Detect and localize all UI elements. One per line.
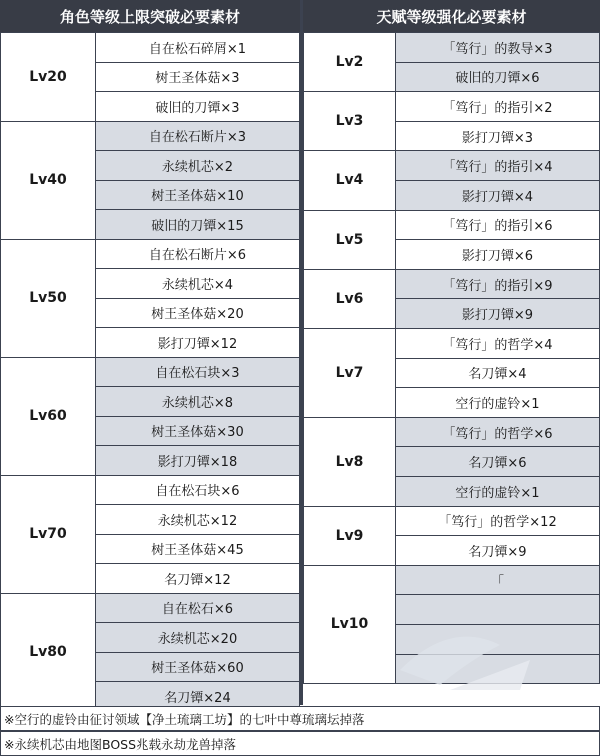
material-cell [395, 594, 600, 625]
material-cell: 影打刀镡×3 [395, 121, 600, 152]
level-label: Lv9 [303, 506, 396, 566]
material-cell: 永续机芯×8 [95, 386, 300, 417]
material-cell: 自在松石断片×6 [95, 239, 300, 270]
material-cell [395, 624, 600, 655]
footnote-2: ※永续机芯由地图BOSS兆载永劫龙兽掉落 [0, 731, 600, 756]
material-cell: 自在松石块×6 [95, 475, 300, 506]
level-label: Lv2 [303, 32, 396, 92]
level-label: Lv8 [303, 417, 396, 507]
material-cell: 破旧的刀镡×15 [95, 209, 300, 240]
material-cell: 永续机芯×2 [95, 150, 300, 181]
level-label: Lv70 [0, 475, 96, 594]
level-label: Lv5 [303, 210, 396, 270]
material-cell: 「笃行」的指引×2 [395, 91, 600, 122]
material-cell: 影打刀镡×9 [395, 298, 600, 329]
level-label: Lv60 [0, 357, 96, 476]
material-cell: 空行的虚铃×1 [395, 476, 600, 507]
material-cell: 自在松石块×3 [95, 357, 300, 388]
material-cell: 自在松石碎屑×1 [95, 32, 300, 63]
material-cell: 树王圣体菇×30 [95, 416, 300, 447]
level-label: Lv20 [0, 32, 96, 122]
right-header: 天赋等级强化必要素材 [303, 0, 600, 32]
material-cell: 「笃行」的指引×4 [395, 150, 600, 181]
material-cell: 影打刀镡×6 [395, 239, 600, 270]
material-cell: 名刀镡×4 [395, 358, 600, 389]
material-cell: 破旧的刀镡×3 [95, 91, 300, 122]
material-cell: 树王圣体菇×3 [95, 62, 300, 93]
level-label: Lv10 [303, 565, 396, 684]
material-cell: 「笃行」的指引×9 [395, 269, 600, 300]
level-label: Lv4 [303, 150, 396, 210]
level-label: Lv3 [303, 91, 396, 151]
material-cell: 「笃行」的哲学×4 [395, 328, 600, 359]
material-cell: 名刀镡×24 [95, 681, 300, 712]
material-cell: 破旧的刀镡×6 [395, 62, 600, 93]
material-cell: 空行的虚铃×1 [395, 387, 600, 418]
material-cell: 「笃行」的哲学×6 [395, 417, 600, 448]
material-cell: 「 [395, 565, 600, 596]
material-cell: 名刀镡×6 [395, 446, 600, 477]
material-cell: 永续机芯×12 [95, 504, 300, 535]
material-cell: 树王圣体菇×20 [95, 298, 300, 329]
material-cell: 名刀镡×9 [395, 535, 600, 566]
material-cell: 名刀镡×12 [95, 563, 300, 594]
material-cell: 自在松石×6 [95, 593, 300, 624]
material-cell: 影打刀镡×18 [95, 445, 300, 476]
left-header: 角色等级上限突破必要素材 [0, 0, 300, 32]
level-label: Lv40 [0, 121, 96, 240]
material-cell: 影打刀镡×12 [95, 327, 300, 358]
material-cell: 自在松石断片×3 [95, 121, 300, 152]
level-label: Lv50 [0, 239, 96, 358]
level-label: Lv7 [303, 328, 396, 418]
material-cell: 永续机芯×4 [95, 268, 300, 299]
footnote-1: ※空行的虚铃由征讨领域【净土琉璃工坊】的七叶中尊琉璃坛掉落 [0, 706, 600, 731]
material-cell: 树王圣体菇×45 [95, 534, 300, 565]
material-cell: 永续机芯×20 [95, 622, 300, 653]
material-cell: 影打刀镡×4 [395, 180, 600, 211]
material-cell: 「笃行」的哲学×12 [395, 506, 600, 537]
level-label: Lv6 [303, 269, 396, 329]
material-cell [395, 654, 600, 685]
material-cell: 树王圣体菇×10 [95, 180, 300, 211]
material-cell: 树王圣体菇×60 [95, 652, 300, 683]
material-cell: 「笃行」的教导×3 [395, 32, 600, 63]
material-cell: 「笃行」的指引×6 [395, 210, 600, 241]
level-label: Lv80 [0, 593, 96, 712]
